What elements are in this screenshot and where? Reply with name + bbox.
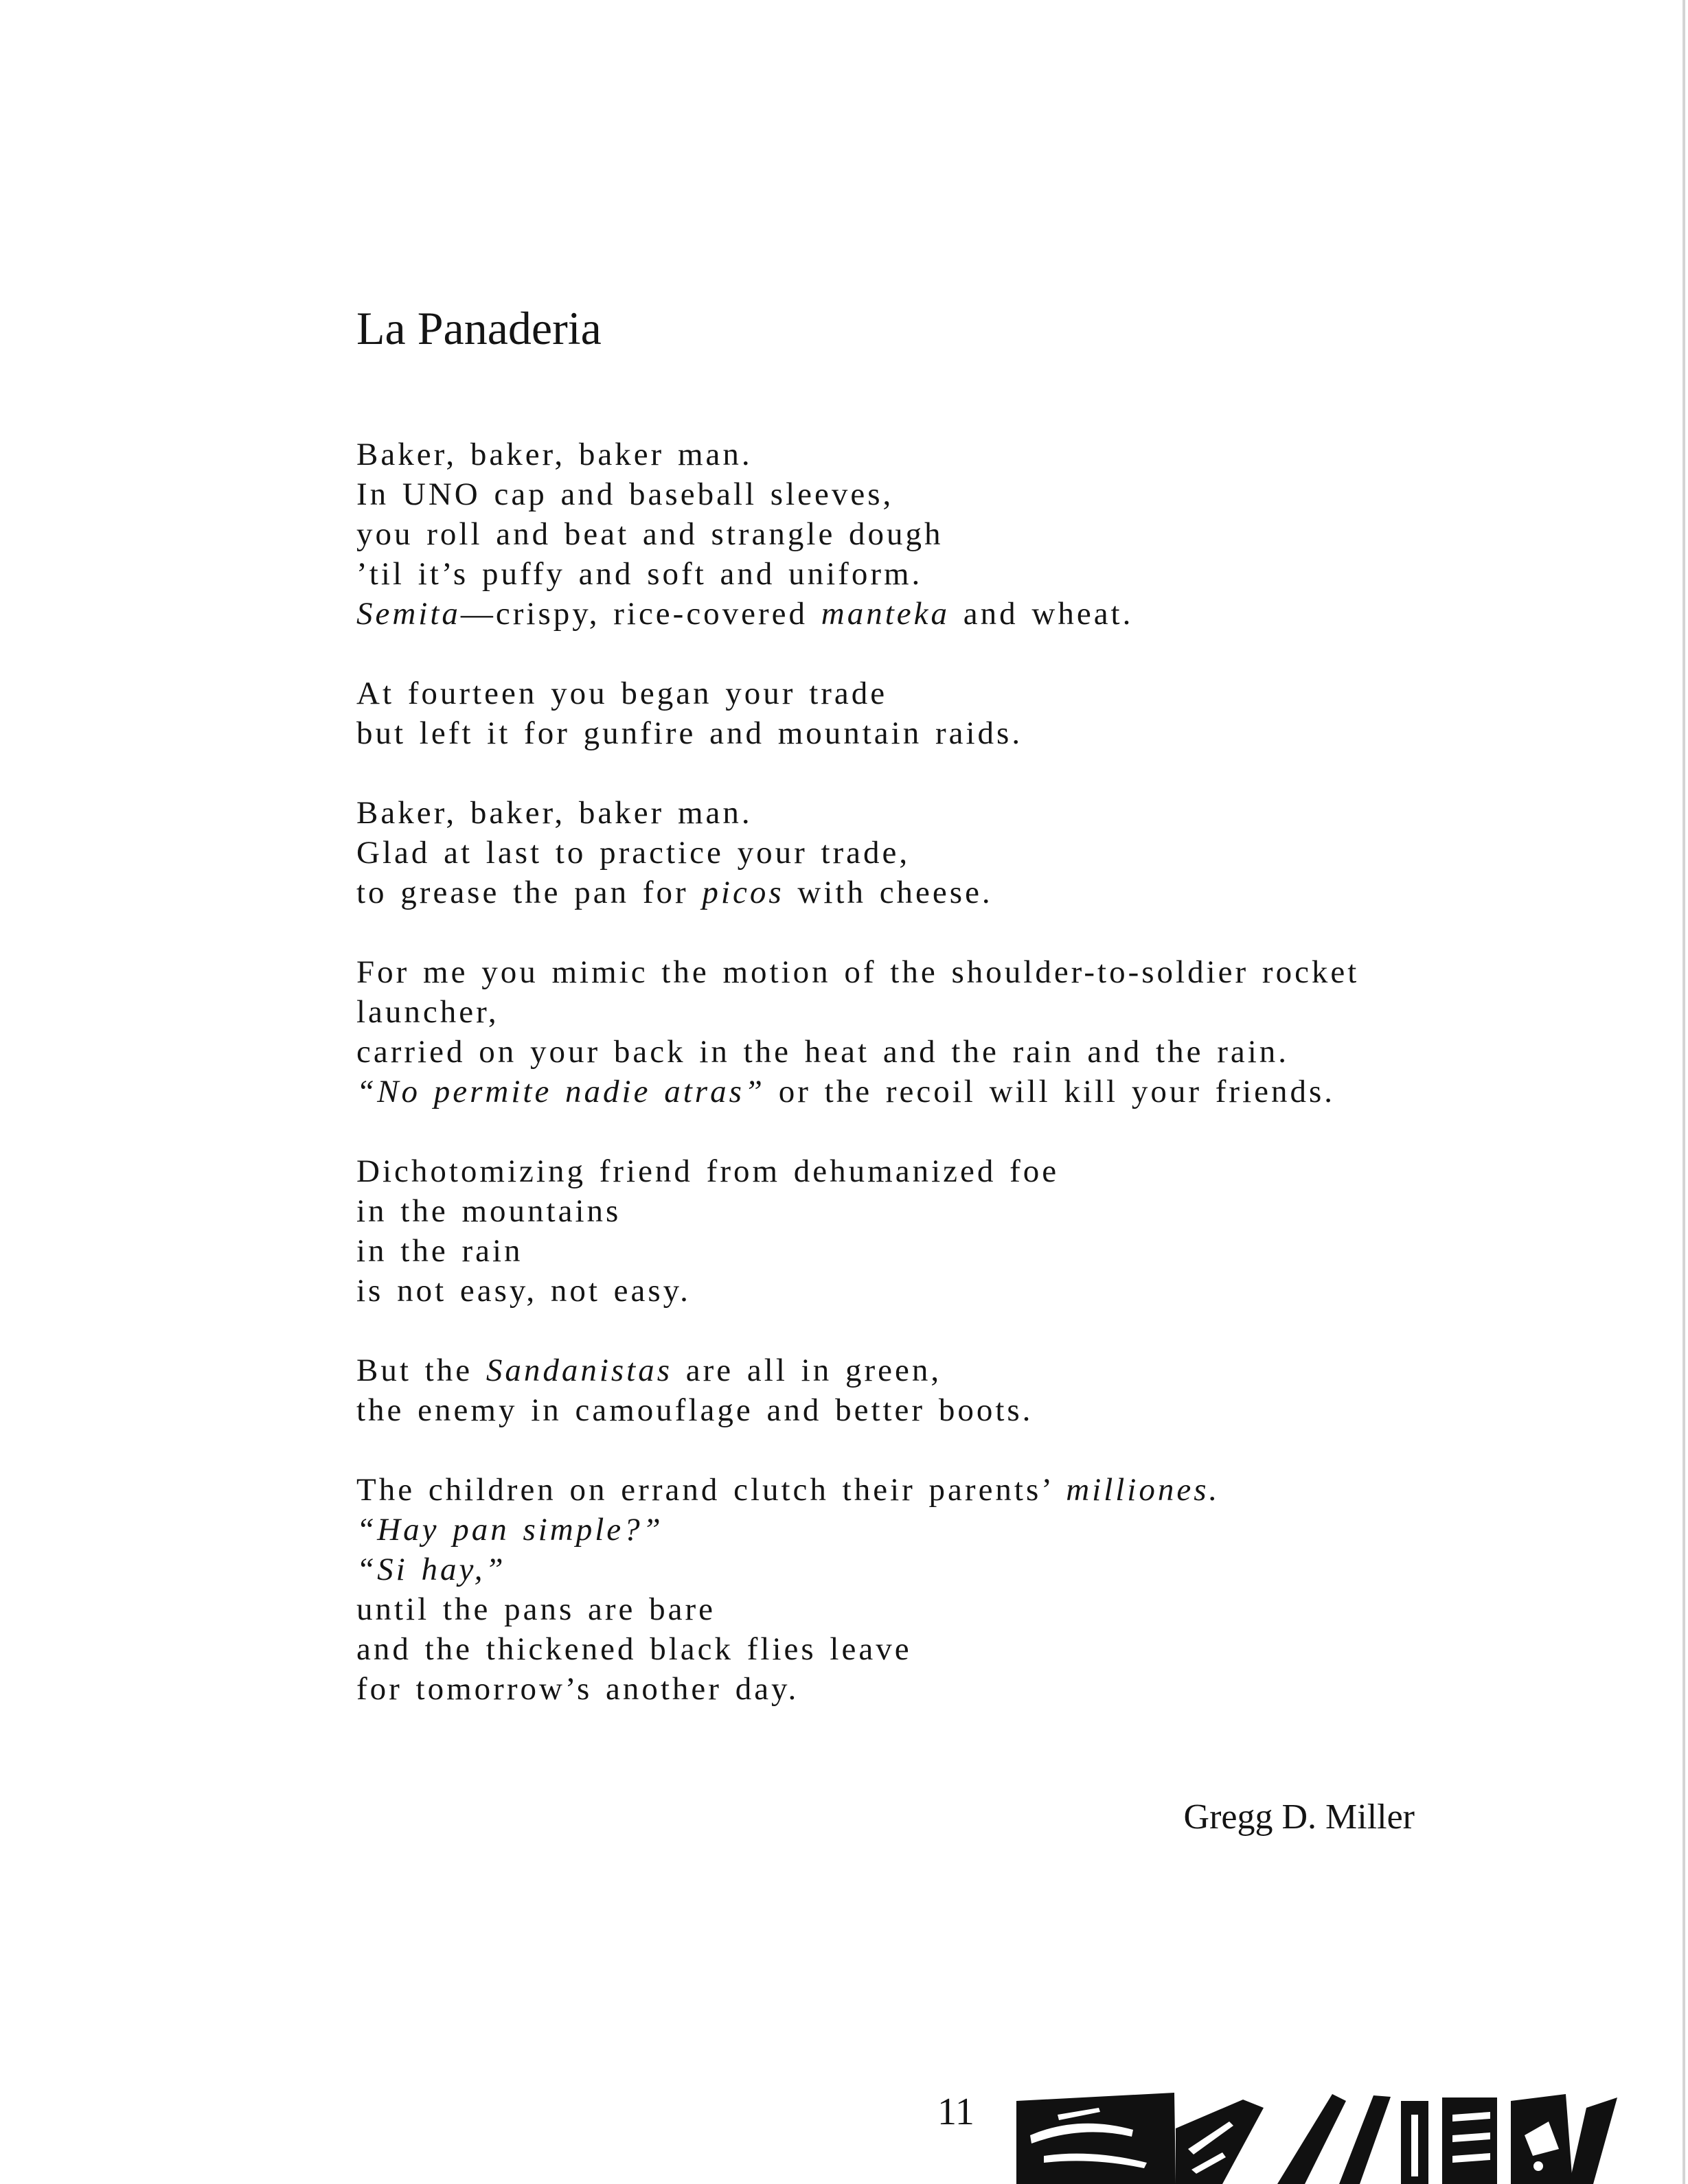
poem-line <box>356 474 1428 514</box>
poem-line <box>356 1390 1428 1430</box>
poem-line-italic-segment: milliones. <box>1066 1472 1220 1508</box>
poem-line <box>356 594 1428 634</box>
poem-line <box>356 435 1428 474</box>
poem-line <box>356 674 1428 713</box>
poem-line-segment: Glad at last to practice your trade, <box>356 835 911 871</box>
stanza-break <box>356 1112 1428 1151</box>
stanza-break <box>356 1311 1428 1350</box>
poem-line <box>356 1032 1428 1072</box>
poem-line-segment: in the rain <box>356 1233 523 1269</box>
poem-line-segment: and wheat. <box>950 596 1134 632</box>
poem-line-segment: and the thickened black flies leave <box>356 1631 912 1667</box>
poem-line <box>356 713 1428 753</box>
page-edge-shadow <box>1683 0 1685 2184</box>
poem-line-segment: or the recoil will kill your friends. <box>765 1074 1336 1110</box>
poem-line-italic-segment: Semita <box>356 596 461 632</box>
poem-line-italic-segment: “Hay pan simple?” <box>356 1512 663 1548</box>
poem-line-segment: ’til it’s puffy and soft and uniform. <box>356 556 923 592</box>
poem-line-segment: —crispy, rice-covered <box>460 596 821 632</box>
poem-line-segment: to grease the pan for <box>356 875 703 910</box>
poem-line-segment: In UNO cap and baseball sleeves, <box>356 476 894 512</box>
poem-line <box>356 1231 1428 1271</box>
poem-line <box>356 952 1428 992</box>
poem-line <box>356 992 1428 1032</box>
stanza-break <box>356 1430 1428 1470</box>
poem-line-segment: in the mountains <box>356 1193 621 1229</box>
poem-title: La Panaderia <box>356 302 602 354</box>
poem-line <box>356 1550 1428 1589</box>
stanza-break <box>356 912 1428 952</box>
poem-line <box>356 1510 1428 1550</box>
page-number: 11 <box>937 2091 974 2133</box>
poem-line-segment: launcher, <box>356 994 499 1030</box>
poem-line <box>356 793 1428 833</box>
stanza-break <box>356 634 1428 674</box>
poem-line-segment: the enemy in camouflage and better boots. <box>356 1392 1034 1428</box>
poem-line <box>356 833 1428 873</box>
poem-line <box>356 1271 1428 1311</box>
poem-line-segment: is not easy, not easy. <box>356 1273 691 1309</box>
poem-line <box>356 514 1428 554</box>
poem-line-italic-segment: Sandanistas <box>486 1353 673 1388</box>
poem-line <box>356 554 1428 594</box>
poem-line <box>356 1629 1428 1669</box>
poem-line-italic-segment: manteka <box>821 596 950 632</box>
poem-line <box>356 1191 1428 1231</box>
poem-line <box>356 1589 1428 1629</box>
poem-line <box>356 1072 1428 1112</box>
poem-line-segment: But the <box>356 1353 486 1388</box>
poem-line-segment: but left it for gunfire and mountain raids. <box>356 715 1023 751</box>
poem-line-segment: At fourteen you began your trade <box>356 676 888 711</box>
poem-line <box>356 1151 1428 1191</box>
poem-line-segment: you roll and beat and strangle dough <box>356 516 944 552</box>
poem-line-italic-segment: “Si hay,” <box>356 1552 506 1587</box>
poem-line <box>356 1350 1428 1390</box>
poem-line-italic-segment: picos <box>702 875 784 910</box>
woodcut-decoration-image <box>1016 2087 1634 2184</box>
poem-line-segment: The children on errand clutch their parents’ <box>356 1472 1067 1508</box>
poem-line <box>356 873 1428 912</box>
poem-line-segment: For me you mimic the motion of the shoulder-to-soldier rocket <box>356 954 1360 990</box>
poem-line-segment: with cheese. <box>784 875 993 910</box>
poem-author: Gregg D. Miller <box>1183 1797 1415 1837</box>
poem-line-segment: Dichotomizing friend from dehumanized foe <box>356 1153 1060 1189</box>
poem-line-segment: Baker, baker, baker man. <box>356 437 753 472</box>
poem-line <box>356 1470 1428 1510</box>
poem-line-segment: Baker, baker, baker man. <box>356 795 753 831</box>
stanza-break <box>356 753 1428 793</box>
poem-line-segment: are all in green, <box>672 1353 942 1388</box>
poem-body <box>356 435 1428 1709</box>
poem-line <box>356 1669 1428 1709</box>
poem-line-italic-segment: “No permite nadie atras” <box>356 1074 766 1110</box>
poem-line-segment: carried on your back in the heat and the rain and the rain. <box>356 1034 1290 1070</box>
poem-line-segment: for tomorrow’s another day. <box>356 1671 799 1707</box>
poem-line-segment: until the pans are bare <box>356 1591 716 1627</box>
